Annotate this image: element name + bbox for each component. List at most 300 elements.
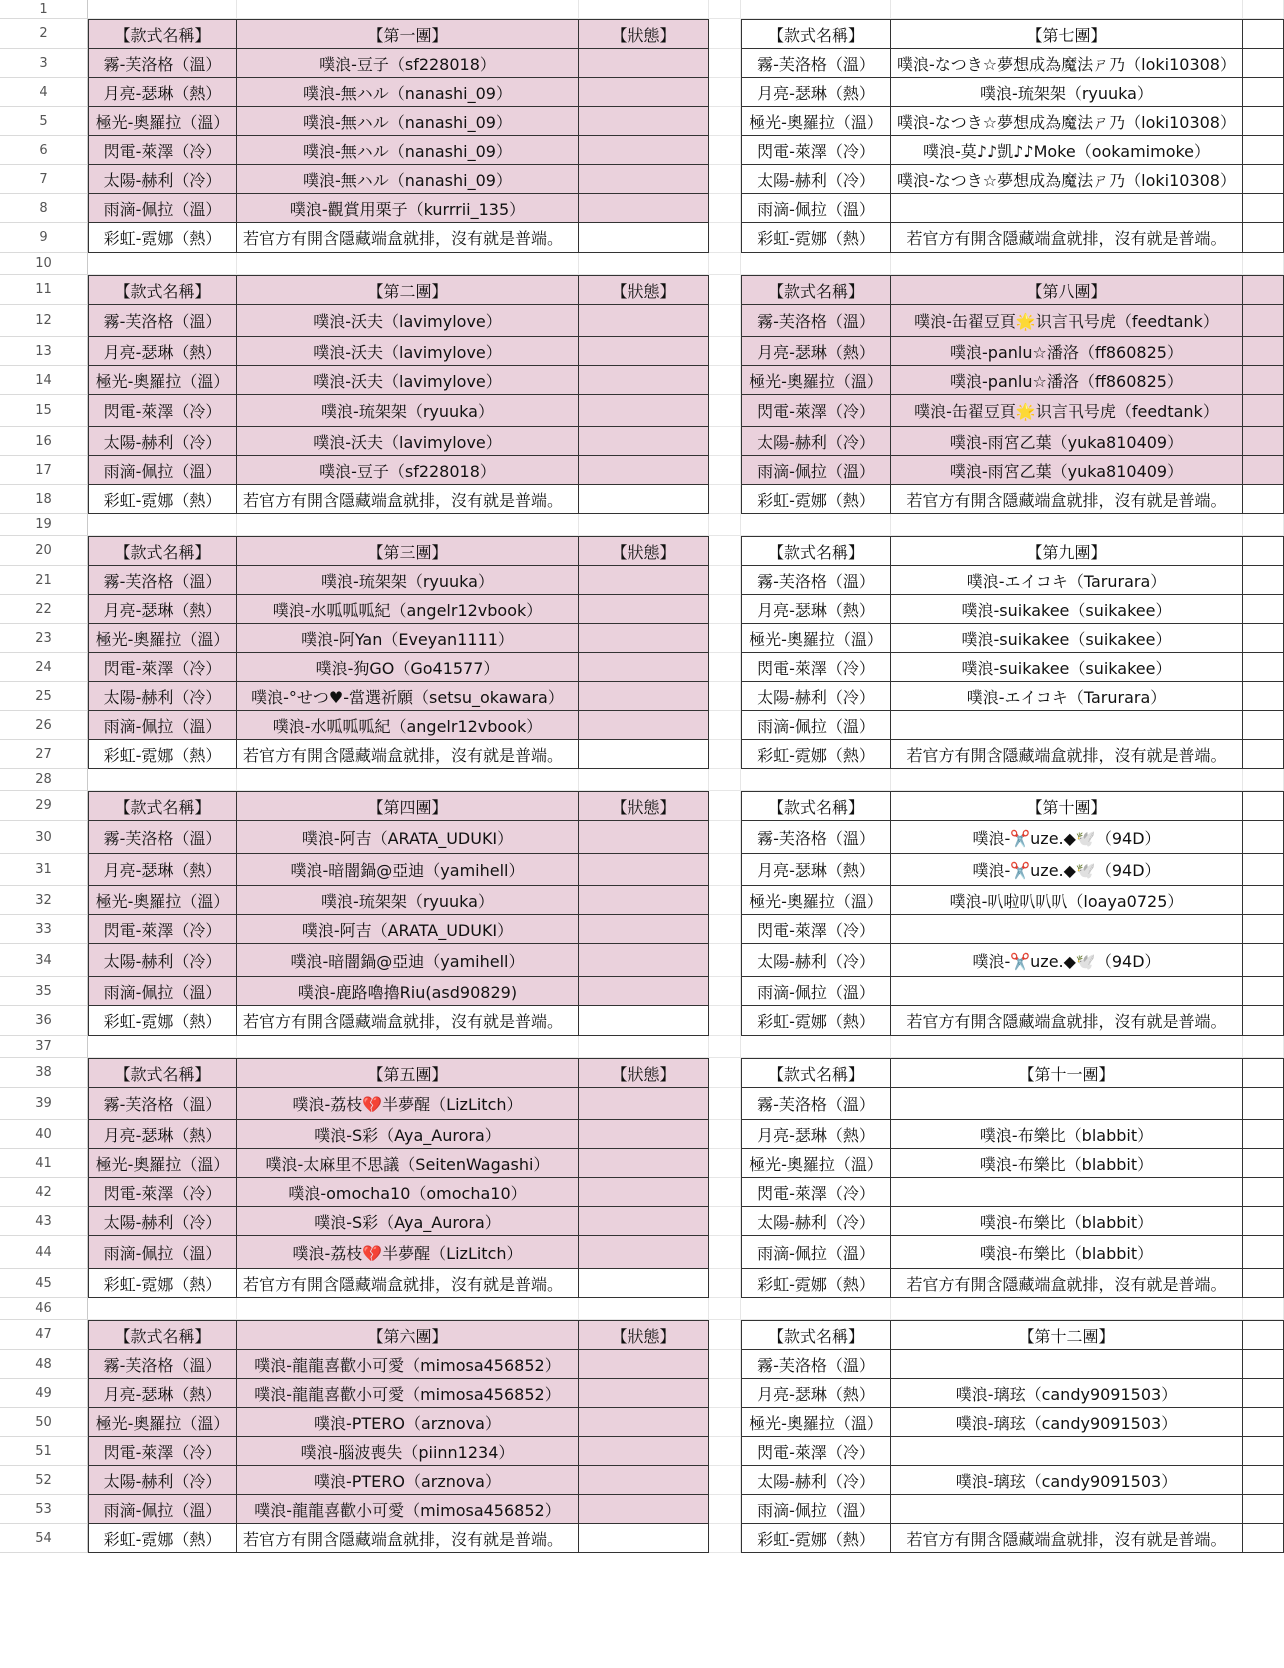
empty-cell[interactable] (709, 275, 741, 305)
buyer-cell[interactable]: 噗浪-荔枝💔半夢醒（LizLitch） (237, 1088, 579, 1120)
buyer-cell[interactable]: 噗浪-暗闇鍋@亞迪（yamihell） (237, 944, 579, 977)
status-cell[interactable] (1243, 536, 1284, 566)
style-name-cell[interactable]: 閃電-萊澤（冷） (741, 136, 891, 165)
status-cell[interactable] (1243, 566, 1284, 595)
row-number[interactable]: 51 (0, 1437, 88, 1466)
empty-cell[interactable] (1243, 514, 1284, 536)
buyer-cell[interactable]: 噗浪-沃夫（lavimylove） (237, 366, 579, 395)
buyer-cell[interactable]: 噗浪-suikakee（suikakee） (891, 653, 1243, 682)
empty-cell[interactable] (709, 1350, 741, 1379)
status-cell[interactable] (1243, 1408, 1284, 1437)
style-name-cell[interactable]: 閃電-萊澤（冷） (741, 1178, 891, 1207)
buyer-cell[interactable] (891, 194, 1243, 223)
status-cell[interactable] (1243, 395, 1284, 427)
row-number[interactable]: 46 (0, 1298, 88, 1320)
buyer-cell[interactable]: 噗浪-阿吉（ARATA_UDUKI） (237, 821, 579, 854)
style-name-cell[interactable]: 月亮-瑟琳（熱） (741, 337, 891, 366)
status-cell[interactable] (579, 1350, 709, 1379)
style-name-cell[interactable]: 月亮-瑟琳（熱） (741, 854, 891, 886)
buyer-cell[interactable]: 噗浪-琉架架（ryuuka） (237, 566, 579, 595)
empty-cell[interactable] (237, 1298, 579, 1320)
empty-cell[interactable] (709, 366, 741, 395)
empty-cell[interactable] (709, 1269, 741, 1298)
empty-cell[interactable] (709, 253, 741, 275)
empty-cell[interactable] (709, 1466, 741, 1495)
buyer-cell[interactable]: 噗浪-✂️uze.◆🕊️（94D） (891, 821, 1243, 854)
row-number[interactable]: 41 (0, 1149, 88, 1178)
empty-cell[interactable] (741, 0, 891, 19)
group-header[interactable]: 【第九團】 (891, 536, 1243, 566)
row-number[interactable]: 10 (0, 253, 88, 275)
buyer-cell[interactable]: 噗浪-琉架架（ryuuka） (237, 886, 579, 915)
empty-cell[interactable] (709, 514, 741, 536)
status-cell[interactable] (579, 1207, 709, 1236)
buyer-cell[interactable]: 噗浪-エイコキ（Tarurara） (891, 566, 1243, 595)
style-name-cell[interactable]: 月亮-瑟琳（熱） (88, 854, 237, 886)
empty-cell[interactable] (237, 514, 579, 536)
style-name-cell[interactable]: 雨滴-佩拉（溫） (741, 977, 891, 1006)
row-number[interactable]: 17 (0, 456, 88, 485)
row-number[interactable]: 24 (0, 653, 88, 682)
style-name-cell[interactable]: 閃電-萊澤（冷） (741, 653, 891, 682)
status-cell[interactable] (1243, 366, 1284, 395)
row-number[interactable]: 32 (0, 886, 88, 915)
style-name-cell[interactable]: 太陽-赫利（冷） (88, 682, 237, 711)
buyer-cell[interactable]: 噗浪-龍龍喜歡小可愛（mimosa456852） (237, 1350, 579, 1379)
status-cell[interactable] (1243, 165, 1284, 194)
status-cell[interactable] (579, 1524, 709, 1553)
style-name-cell[interactable]: 月亮-瑟琳（熱） (88, 78, 237, 107)
empty-cell[interactable] (891, 0, 1243, 19)
status-cell[interactable] (579, 740, 709, 769)
row-number[interactable]: 1 (0, 0, 88, 19)
status-cell[interactable] (579, 1088, 709, 1120)
row-number[interactable]: 12 (0, 305, 88, 337)
row-number[interactable]: 50 (0, 1408, 88, 1437)
empty-cell[interactable] (1243, 1036, 1284, 1058)
empty-cell[interactable] (741, 1036, 891, 1058)
style-name-cell[interactable]: 雨滴-佩拉（溫） (741, 1495, 891, 1524)
buyer-cell[interactable]: 噗浪-暗闇鍋@亞迪（yamihell） (237, 854, 579, 886)
style-name-cell[interactable]: 彩虹-霓娜（熱） (741, 1524, 891, 1553)
column-header-status[interactable]: 【狀態】 (579, 1058, 709, 1088)
status-cell[interactable] (1243, 624, 1284, 653)
buyer-cell[interactable]: 噗浪-太麻里不思議（SeitenWagashi） (237, 1149, 579, 1178)
style-name-cell[interactable]: 月亮-瑟琳（熱） (88, 1379, 237, 1408)
row-number[interactable]: 35 (0, 977, 88, 1006)
style-name-cell[interactable]: 彩虹-霓娜（熱） (88, 1006, 237, 1036)
group-header[interactable]: 【第七團】 (891, 19, 1243, 49)
status-cell[interactable] (579, 223, 709, 253)
group-header[interactable]: 【第三團】 (237, 536, 579, 566)
status-cell[interactable] (579, 1466, 709, 1495)
style-name-cell[interactable]: 雨滴-佩拉（溫） (88, 1236, 237, 1269)
empty-cell[interactable] (709, 305, 741, 337)
style-name-cell[interactable]: 太陽-赫利（冷） (741, 1466, 891, 1495)
status-cell[interactable] (579, 49, 709, 78)
row-number[interactable]: 37 (0, 1036, 88, 1058)
buyer-cell[interactable]: 噗浪-無ハル（nanashi_09） (237, 107, 579, 136)
status-cell[interactable] (1243, 1149, 1284, 1178)
empty-cell[interactable] (709, 194, 741, 223)
buyer-cell[interactable]: 噗浪-缶翟豆頁🌟识言卂号虎（feedtank） (891, 395, 1243, 427)
status-cell[interactable] (1243, 1320, 1284, 1350)
row-number[interactable]: 13 (0, 337, 88, 366)
status-cell[interactable] (1243, 821, 1284, 854)
status-cell[interactable] (1243, 1350, 1284, 1379)
group-header[interactable]: 【第十團】 (891, 791, 1243, 821)
style-name-cell[interactable]: 閃電-萊澤（冷） (88, 395, 237, 427)
row-number[interactable]: 15 (0, 395, 88, 427)
buyer-cell[interactable]: 噗浪-suikakee（suikakee） (891, 595, 1243, 624)
style-name-cell[interactable]: 月亮-瑟琳（熱） (741, 1120, 891, 1149)
empty-cell[interactable] (709, 624, 741, 653)
buyer-cell[interactable]: 噗浪-觀賞用栗子（kurrrii_135） (237, 194, 579, 223)
empty-cell[interactable] (709, 0, 741, 19)
row-number[interactable]: 53 (0, 1495, 88, 1524)
buyer-cell[interactable]: 噗浪-panlu☆潘洛（ff860825） (891, 366, 1243, 395)
status-cell[interactable] (1243, 1178, 1284, 1207)
group-header[interactable]: 【第十二團】 (891, 1320, 1243, 1350)
column-header-name[interactable]: 【款式名稱】 (88, 791, 237, 821)
style-name-cell[interactable]: 霧-芙洛格（溫） (88, 305, 237, 337)
buyer-cell[interactable] (891, 1178, 1243, 1207)
status-cell[interactable] (1243, 19, 1284, 49)
status-cell[interactable] (579, 854, 709, 886)
empty-cell[interactable] (579, 0, 709, 19)
empty-cell[interactable] (891, 1298, 1243, 1320)
style-name-cell[interactable]: 太陽-赫利（冷） (741, 1207, 891, 1236)
buyer-cell[interactable]: 噗浪-缶翟豆頁🌟识言卂号虎（feedtank） (891, 305, 1243, 337)
buyer-cell[interactable] (891, 1350, 1243, 1379)
style-name-cell[interactable]: 月亮-瑟琳（熱） (88, 337, 237, 366)
buyer-cell[interactable]: 噗浪-雨宮乙葉（yuka810409） (891, 427, 1243, 456)
empty-cell[interactable] (891, 1036, 1243, 1058)
empty-cell[interactable] (709, 485, 741, 514)
empty-cell[interactable] (709, 1120, 741, 1149)
buyer-cell[interactable]: 噗浪-omocha10（omocha10） (237, 1178, 579, 1207)
column-header-status[interactable]: 【狀態】 (579, 19, 709, 49)
style-name-cell[interactable]: 太陽-赫利（冷） (741, 944, 891, 977)
buyer-cell[interactable]: 噗浪-✂️uze.◆🕊️（94D） (891, 854, 1243, 886)
empty-cell[interactable] (709, 337, 741, 366)
column-header-status[interactable]: 【狀態】 (579, 1320, 709, 1350)
row-number[interactable]: 23 (0, 624, 88, 653)
row-number[interactable]: 31 (0, 854, 88, 886)
empty-cell[interactable] (709, 1149, 741, 1178)
empty-cell[interactable] (709, 944, 741, 977)
row-number[interactable]: 14 (0, 366, 88, 395)
status-cell[interactable] (1243, 1058, 1284, 1088)
column-header-name[interactable]: 【款式名稱】 (741, 791, 891, 821)
column-header-name[interactable]: 【款式名稱】 (88, 19, 237, 49)
group-header[interactable]: 【第八團】 (891, 275, 1243, 305)
row-number[interactable]: 21 (0, 566, 88, 595)
status-cell[interactable] (1243, 485, 1284, 514)
status-cell[interactable] (1243, 136, 1284, 165)
style-name-cell[interactable]: 閃電-萊澤（冷） (88, 1437, 237, 1466)
empty-cell[interactable] (741, 1298, 891, 1320)
row-number[interactable]: 19 (0, 514, 88, 536)
empty-cell[interactable] (709, 1207, 741, 1236)
buyer-cell[interactable]: 噗浪-莫♪♪凱♪♪Moke（ookamimoke） (891, 136, 1243, 165)
style-name-cell[interactable]: 閃電-萊澤（冷） (741, 1437, 891, 1466)
style-name-cell[interactable]: 太陽-赫利（冷） (88, 944, 237, 977)
buyer-cell[interactable]: 噗浪-suikakee（suikakee） (891, 624, 1243, 653)
buyer-cell[interactable]: 噗浪-PTERO（arznova） (237, 1466, 579, 1495)
buyer-cell[interactable]: 若官方有開含隱藏端盒就排，沒有就是普端。 (237, 223, 579, 253)
status-cell[interactable] (1243, 78, 1284, 107)
row-number[interactable]: 40 (0, 1120, 88, 1149)
empty-cell[interactable] (1243, 0, 1284, 19)
buyer-cell[interactable]: 噗浪-阿吉（ARATA_UDUKI） (237, 915, 579, 944)
buyer-cell[interactable]: 噗浪-布樂比（blabbit） (891, 1120, 1243, 1149)
buyer-cell[interactable]: 若官方有開含隱藏端盒就排，沒有就是普端。 (891, 223, 1243, 253)
status-cell[interactable] (1243, 1437, 1284, 1466)
row-number[interactable]: 29 (0, 791, 88, 821)
buyer-cell[interactable]: 噗浪-荔枝💔半夢醒（LizLitch） (237, 1236, 579, 1269)
empty-cell[interactable] (709, 1298, 741, 1320)
empty-cell[interactable] (709, 1006, 741, 1036)
style-name-cell[interactable]: 彩虹-霓娜（熱） (741, 740, 891, 769)
style-name-cell[interactable]: 雨滴-佩拉（溫） (741, 194, 891, 223)
style-name-cell[interactable]: 極光-奧羅拉（溫） (88, 624, 237, 653)
status-cell[interactable] (579, 366, 709, 395)
status-cell[interactable] (1243, 1524, 1284, 1553)
status-cell[interactable] (579, 1379, 709, 1408)
empty-cell[interactable] (579, 253, 709, 275)
empty-cell[interactable] (709, 1236, 741, 1269)
row-number[interactable]: 4 (0, 78, 88, 107)
empty-cell[interactable] (709, 769, 741, 791)
style-name-cell[interactable]: 閃電-萊澤（冷） (741, 395, 891, 427)
status-cell[interactable] (1243, 595, 1284, 624)
buyer-cell[interactable]: 噗浪-璃玹（candy9091503） (891, 1466, 1243, 1495)
row-number[interactable]: 52 (0, 1466, 88, 1495)
buyer-cell[interactable]: 若官方有開含隱藏端盒就排，沒有就是普端。 (237, 740, 579, 769)
style-name-cell[interactable]: 霧-芙洛格（溫） (88, 566, 237, 595)
empty-cell[interactable] (709, 1437, 741, 1466)
buyer-cell[interactable]: 噗浪-豆子（sf228018） (237, 456, 579, 485)
empty-cell[interactable] (709, 566, 741, 595)
row-number[interactable]: 27 (0, 740, 88, 769)
style-name-cell[interactable]: 極光-奧羅拉（溫） (741, 886, 891, 915)
buyer-cell[interactable]: 噗浪-琉架架（ryuuka） (237, 395, 579, 427)
buyer-cell[interactable]: 噗浪-なつき☆夢想成為魔法ㄕ乃（loki10308） (891, 107, 1243, 136)
status-cell[interactable] (579, 1437, 709, 1466)
empty-cell[interactable] (709, 821, 741, 854)
buyer-cell[interactable]: 噗浪-沃夫（lavimylove） (237, 305, 579, 337)
buyer-cell[interactable]: 噗浪-阿Yan（Eveyan1111） (237, 624, 579, 653)
status-cell[interactable] (1243, 1466, 1284, 1495)
buyer-cell[interactable]: 若官方有開含隱藏端盒就排，沒有就是普端。 (891, 1006, 1243, 1036)
column-header-status[interactable]: 【狀態】 (579, 275, 709, 305)
empty-cell[interactable] (1243, 769, 1284, 791)
buyer-cell[interactable]: 若官方有開含隱藏端盒就排，沒有就是普端。 (891, 485, 1243, 514)
empty-cell[interactable] (709, 1320, 741, 1350)
row-number[interactable]: 18 (0, 485, 88, 514)
buyer-cell[interactable]: 噗浪-沃夫（lavimylove） (237, 427, 579, 456)
status-cell[interactable] (579, 915, 709, 944)
empty-cell[interactable] (88, 0, 237, 19)
empty-cell[interactable] (709, 977, 741, 1006)
status-cell[interactable] (579, 1149, 709, 1178)
row-number[interactable]: 45 (0, 1269, 88, 1298)
status-cell[interactable] (579, 337, 709, 366)
empty-cell[interactable] (579, 1036, 709, 1058)
column-header-status[interactable]: 【狀態】 (579, 791, 709, 821)
buyer-cell[interactable]: 噗浪-無ハル（nanashi_09） (237, 78, 579, 107)
status-cell[interactable] (579, 456, 709, 485)
status-cell[interactable] (1243, 223, 1284, 253)
buyer-cell[interactable] (891, 1437, 1243, 1466)
empty-cell[interactable] (709, 223, 741, 253)
buyer-cell[interactable]: 噗浪-無ハル（nanashi_09） (237, 165, 579, 194)
buyer-cell[interactable]: 噗浪-無ハル（nanashi_09） (237, 136, 579, 165)
column-header-name[interactable]: 【款式名稱】 (741, 19, 891, 49)
status-cell[interactable] (579, 653, 709, 682)
row-number[interactable]: 11 (0, 275, 88, 305)
empty-cell[interactable] (709, 1088, 741, 1120)
buyer-cell[interactable]: 噗浪-豆子（sf228018） (237, 49, 579, 78)
status-cell[interactable] (1243, 337, 1284, 366)
status-cell[interactable] (1243, 653, 1284, 682)
style-name-cell[interactable]: 月亮-瑟琳（熱） (88, 1120, 237, 1149)
empty-cell[interactable] (709, 19, 741, 49)
row-number[interactable]: 20 (0, 536, 88, 566)
style-name-cell[interactable]: 極光-奧羅拉（溫） (741, 624, 891, 653)
status-cell[interactable] (579, 886, 709, 915)
empty-cell[interactable] (709, 886, 741, 915)
group-header[interactable]: 【第二團】 (237, 275, 579, 305)
empty-cell[interactable] (741, 514, 891, 536)
empty-cell[interactable] (709, 165, 741, 194)
style-name-cell[interactable]: 彩虹-霓娜（熱） (88, 1524, 237, 1553)
status-cell[interactable] (1243, 305, 1284, 337)
status-cell[interactable] (1243, 1120, 1284, 1149)
style-name-cell[interactable]: 極光-奧羅拉（溫） (88, 1149, 237, 1178)
row-number[interactable]: 36 (0, 1006, 88, 1036)
style-name-cell[interactable]: 雨滴-佩拉（溫） (741, 711, 891, 740)
buyer-cell[interactable]: 噗浪-琉架架（ryuuka） (891, 78, 1243, 107)
style-name-cell[interactable]: 霧-芙洛格（溫） (88, 1088, 237, 1120)
style-name-cell[interactable]: 霧-芙洛格（溫） (88, 1350, 237, 1379)
style-name-cell[interactable]: 彩虹-霓娜（熱） (741, 223, 891, 253)
row-number[interactable]: 8 (0, 194, 88, 223)
buyer-cell[interactable]: 噗浪-沃夫（lavimylove） (237, 337, 579, 366)
empty-cell[interactable] (709, 1058, 741, 1088)
style-name-cell[interactable]: 彩虹-霓娜（熱） (741, 1269, 891, 1298)
buyer-cell[interactable]: 噗浪-布樂比（blabbit） (891, 1207, 1243, 1236)
column-header-name[interactable]: 【款式名稱】 (88, 1320, 237, 1350)
empty-cell[interactable] (709, 854, 741, 886)
row-number[interactable]: 6 (0, 136, 88, 165)
row-number[interactable]: 54 (0, 1524, 88, 1553)
buyer-cell[interactable]: 噗浪-なつき☆夢想成為魔法ㄕ乃（loki10308） (891, 165, 1243, 194)
column-header-name[interactable]: 【款式名稱】 (741, 275, 891, 305)
status-cell[interactable] (579, 1495, 709, 1524)
buyer-cell[interactable]: 噗浪-✂️uze.◆🕊️（94D） (891, 944, 1243, 977)
style-name-cell[interactable]: 霧-芙洛格（溫） (88, 821, 237, 854)
style-name-cell[interactable]: 彩虹-霓娜（熱） (88, 740, 237, 769)
style-name-cell[interactable]: 太陽-赫利（冷） (741, 682, 891, 711)
empty-cell[interactable] (891, 769, 1243, 791)
status-cell[interactable] (1243, 275, 1284, 305)
empty-cell[interactable] (88, 1036, 237, 1058)
status-cell[interactable] (579, 566, 709, 595)
empty-cell[interactable] (709, 107, 741, 136)
row-number[interactable]: 30 (0, 821, 88, 854)
style-name-cell[interactable]: 雨滴-佩拉（溫） (88, 194, 237, 223)
buyer-cell[interactable]: 噗浪-鹿路嚕擼Riu(asd90829) (237, 977, 579, 1006)
style-name-cell[interactable]: 雨滴-佩拉（溫） (88, 977, 237, 1006)
status-cell[interactable] (579, 165, 709, 194)
empty-cell[interactable] (709, 791, 741, 821)
style-name-cell[interactable]: 月亮-瑟琳（熱） (88, 595, 237, 624)
buyer-cell[interactable]: 若官方有開含隱藏端盒就排，沒有就是普端。 (237, 1524, 579, 1553)
row-number[interactable]: 48 (0, 1350, 88, 1379)
row-number[interactable]: 39 (0, 1088, 88, 1120)
style-name-cell[interactable]: 雨滴-佩拉（溫） (88, 711, 237, 740)
style-name-cell[interactable]: 極光-奧羅拉（溫） (741, 107, 891, 136)
style-name-cell[interactable]: 彩虹-霓娜（熱） (88, 223, 237, 253)
style-name-cell[interactable]: 太陽-赫利（冷） (88, 1207, 237, 1236)
empty-cell[interactable] (709, 456, 741, 485)
status-cell[interactable] (579, 305, 709, 337)
status-cell[interactable] (1243, 427, 1284, 456)
buyer-cell[interactable] (891, 915, 1243, 944)
row-number[interactable]: 22 (0, 595, 88, 624)
row-number[interactable]: 28 (0, 769, 88, 791)
status-cell[interactable] (579, 624, 709, 653)
status-cell[interactable] (579, 1006, 709, 1036)
buyer-cell[interactable]: 噗浪-璃玹（candy9091503） (891, 1408, 1243, 1437)
style-name-cell[interactable]: 閃電-萊澤（冷） (88, 1178, 237, 1207)
style-name-cell[interactable]: 極光-奧羅拉（溫） (88, 886, 237, 915)
status-cell[interactable] (579, 107, 709, 136)
style-name-cell[interactable]: 極光-奧羅拉（溫） (88, 107, 237, 136)
style-name-cell[interactable]: 極光-奧羅拉（溫） (88, 1408, 237, 1437)
buyer-cell[interactable] (891, 1088, 1243, 1120)
style-name-cell[interactable]: 雨滴-佩拉（溫） (88, 456, 237, 485)
empty-cell[interactable] (709, 711, 741, 740)
row-number[interactable]: 7 (0, 165, 88, 194)
style-name-cell[interactable]: 雨滴-佩拉（溫） (741, 456, 891, 485)
empty-cell[interactable] (709, 1036, 741, 1058)
buyer-cell[interactable]: 噗浪-叭啦叭叭叭（loaya0725） (891, 886, 1243, 915)
status-cell[interactable] (1243, 456, 1284, 485)
buyer-cell[interactable]: 噗浪-panlu☆潘洛（ff860825） (891, 337, 1243, 366)
empty-cell[interactable] (709, 1178, 741, 1207)
empty-cell[interactable] (1243, 1298, 1284, 1320)
column-header-name[interactable]: 【款式名稱】 (88, 536, 237, 566)
empty-cell[interactable] (891, 253, 1243, 275)
status-cell[interactable] (579, 395, 709, 427)
style-name-cell[interactable]: 霧-芙洛格（溫） (741, 821, 891, 854)
buyer-cell[interactable]: 若官方有開含隱藏端盒就排，沒有就是普端。 (891, 1269, 1243, 1298)
status-cell[interactable] (1243, 886, 1284, 915)
buyer-cell[interactable]: 若官方有開含隱藏端盒就排，沒有就是普端。 (891, 740, 1243, 769)
status-cell[interactable] (1243, 194, 1284, 223)
row-number[interactable]: 42 (0, 1178, 88, 1207)
empty-cell[interactable] (709, 78, 741, 107)
buyer-cell[interactable]: 噗浪-璃玹（candy9091503） (891, 1379, 1243, 1408)
status-cell[interactable] (1243, 1495, 1284, 1524)
style-name-cell[interactable]: 霧-芙洛格（溫） (741, 1088, 891, 1120)
status-cell[interactable] (579, 1236, 709, 1269)
status-cell[interactable] (1243, 944, 1284, 977)
empty-cell[interactable] (709, 1524, 741, 1553)
